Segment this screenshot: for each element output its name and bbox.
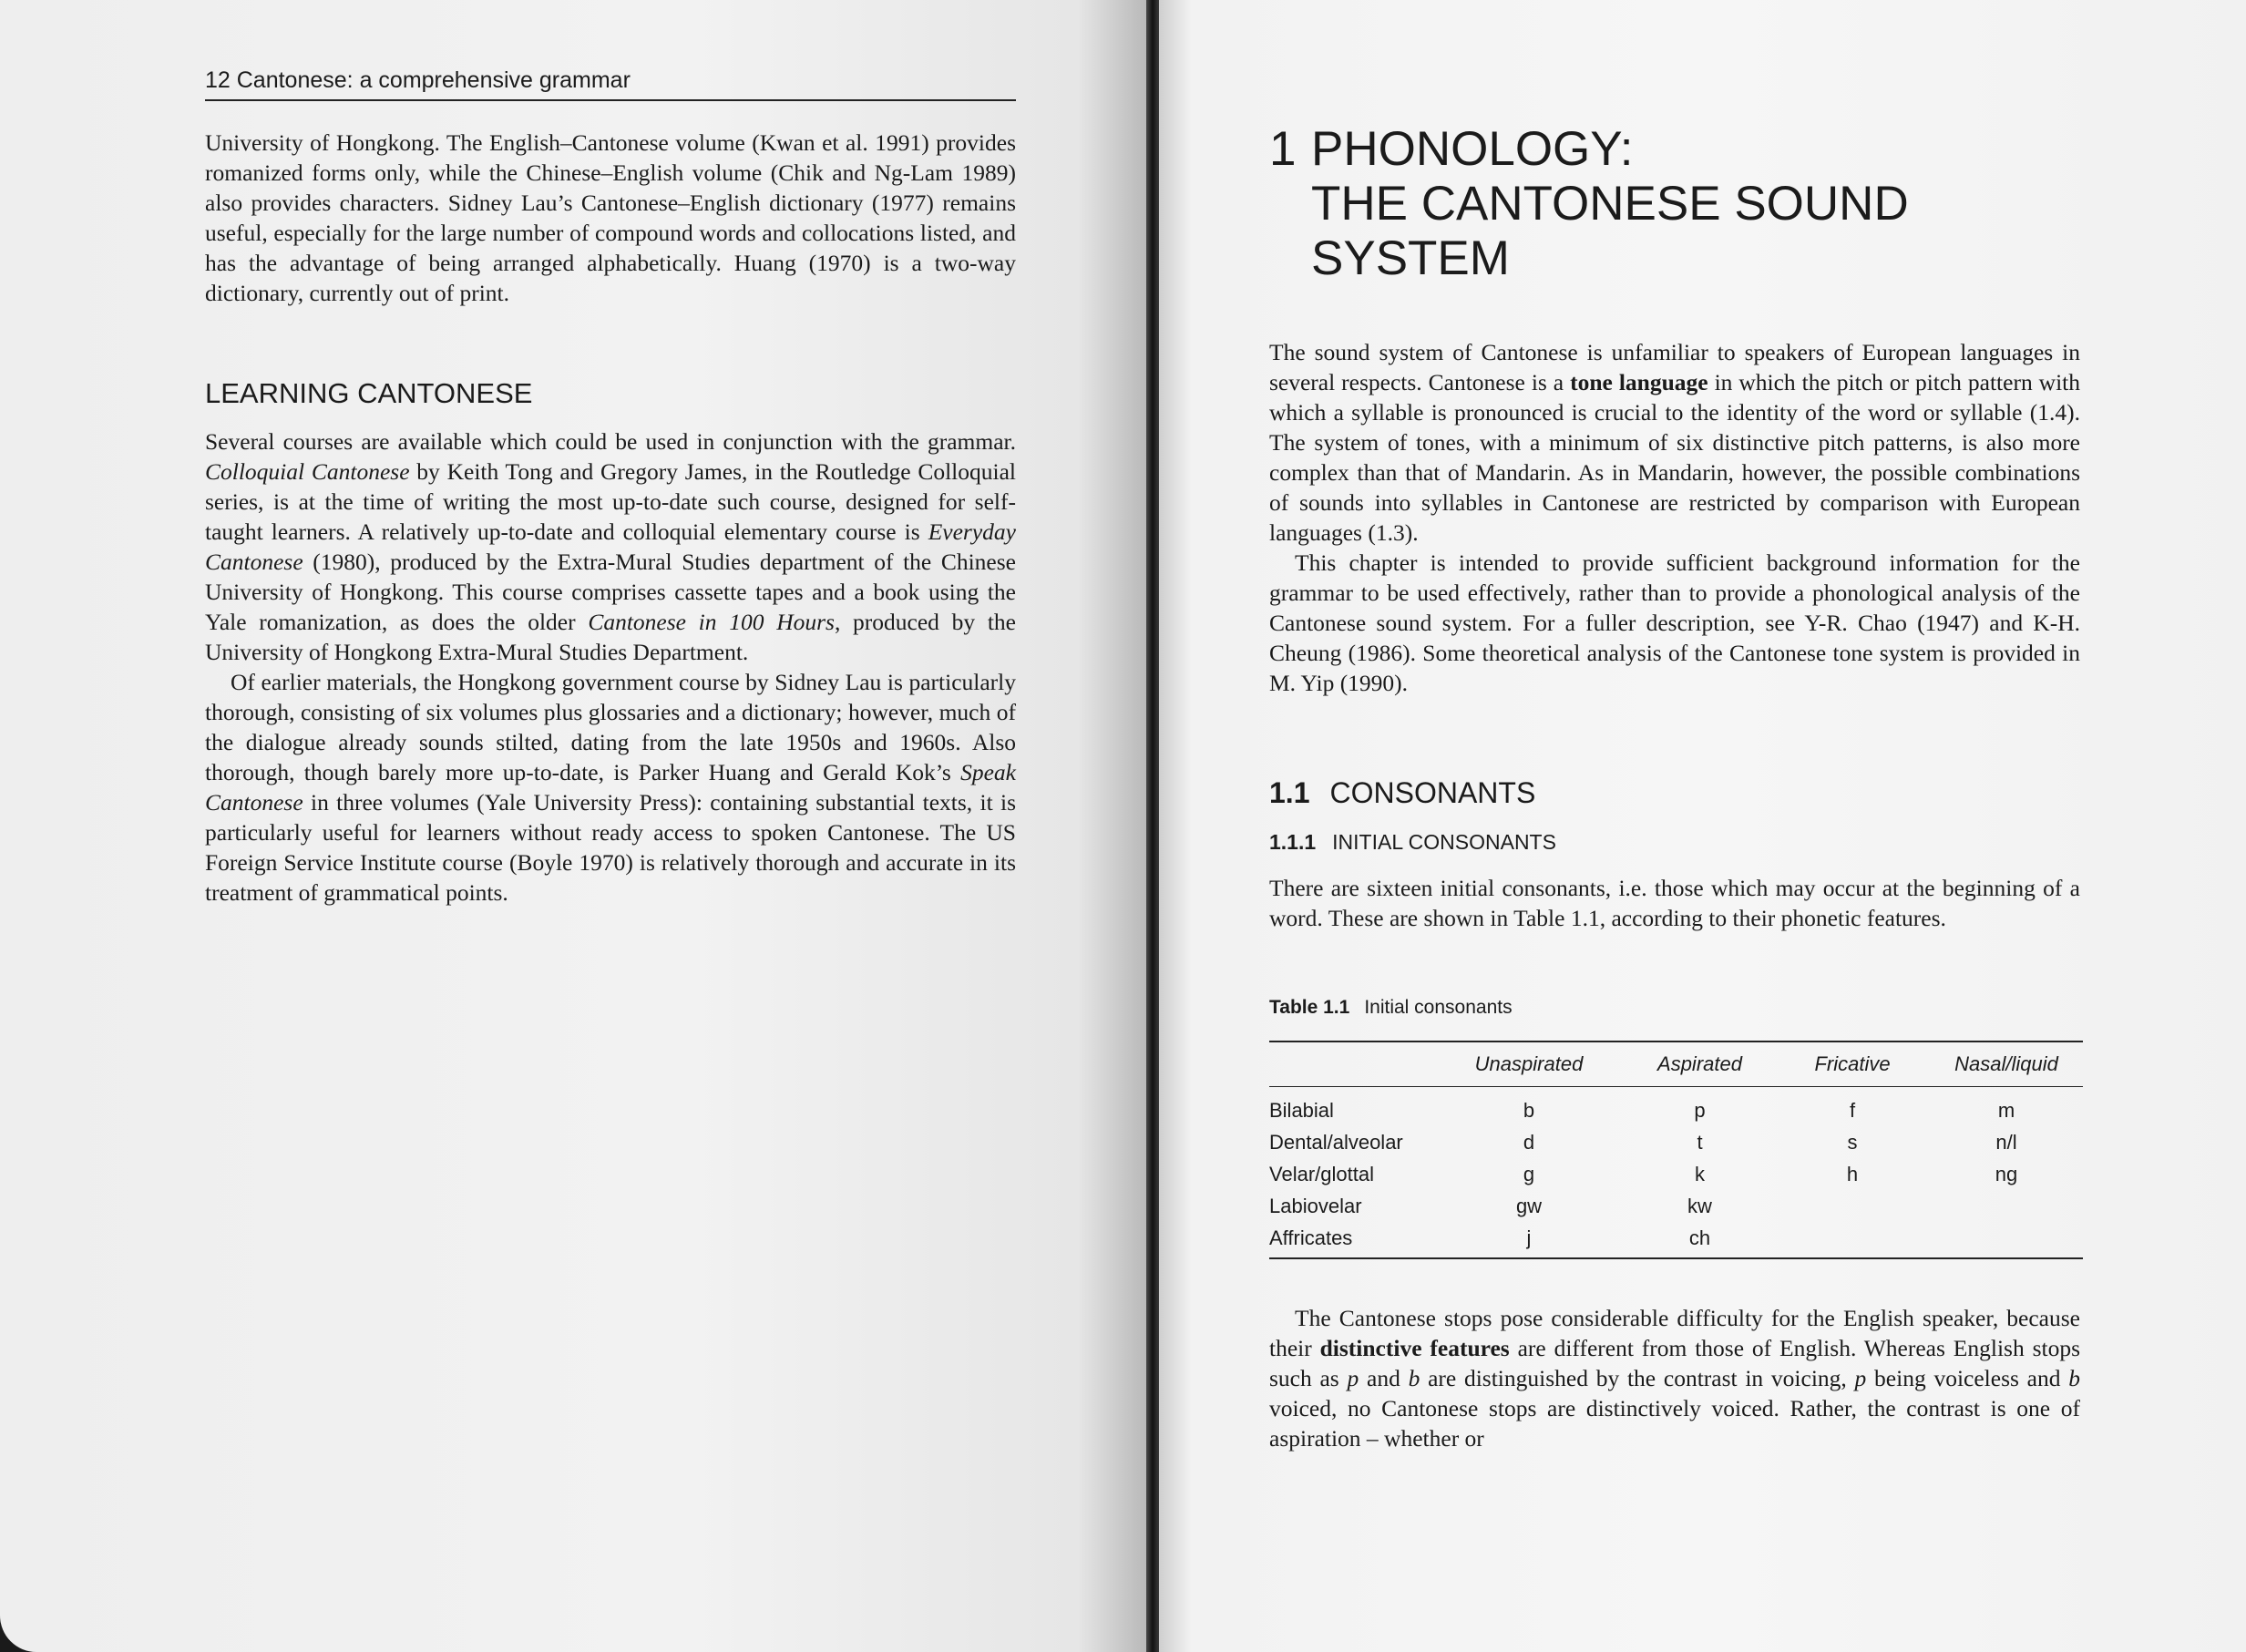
table-row bbox=[1269, 1087, 2083, 1127]
paragraph-text: There are sixteen initial consonants, i.e. those which may occur at the beginning of a word. These are shown in Table 1.1, according to their phonetic features. bbox=[1269, 875, 2080, 931]
table-row bbox=[1269, 1190, 2083, 1222]
table-row bbox=[1269, 1126, 2083, 1158]
book-title: Cantonese in 100 Hours bbox=[588, 609, 835, 635]
stops-paragraph bbox=[1269, 1303, 2080, 1453]
table-cell bbox=[1930, 1190, 2083, 1222]
book-title: Colloquial Cantonese bbox=[205, 458, 410, 485]
table-cell: kw bbox=[1687, 1194, 1712, 1217]
subsection-heading-initial-consonants bbox=[1269, 830, 1556, 855]
row-label: Velar/glottal bbox=[1269, 1162, 1374, 1185]
table-cell: j bbox=[1526, 1226, 1532, 1249]
section-title: CONSONANTS bbox=[1329, 776, 1536, 809]
table-cell: ch bbox=[1688, 1226, 1711, 1249]
table-cell: m bbox=[1997, 1098, 2015, 1122]
table-row bbox=[1269, 1158, 2083, 1190]
chapter-title bbox=[1269, 122, 2089, 286]
paragraph-earlier-materials: Of earlier materials, the Hongkong government course by Sidney Lau is particularly thorough, consisting of six volumes plus glossaries and a dictionary; however, much of the dialogue already sounds stilted, dating from the late 1950s and 1960s. Also thorough, though barely more up-to-date, is Parker Huang and Gerald Kok’s Speak Cantonese in three volumes (Yale University Press): containing substantial texts, it is particularly useful for learners without ready access to spoken Cantonese. The US Foreign Service Institute course (Boyle 1970) is relatively thorough and accurate in its treatment of grammatical points. bbox=[205, 669, 1016, 906]
table-cell: d bbox=[1523, 1130, 1535, 1154]
table-cell bbox=[1775, 1190, 1930, 1222]
initial-consonants-paragraph bbox=[1269, 873, 2080, 933]
table-header bbox=[1269, 1041, 1433, 1087]
left-paragraph-dictionaries bbox=[205, 128, 1016, 308]
paragraph-chapter-purpose: This chapter is intended to provide sufficient background information for the grammar to be used effectively, rather than to provide a phonological analysis of the Cantonese sound system. For a fuller description, see Y-R. Chao (1947) and K-H. Cheung (1986). Some theoretical analysis of the Cantonese tone system is provided in M. Yip (1990). bbox=[1269, 549, 2080, 696]
table-cell: f bbox=[1849, 1098, 1856, 1122]
running-head: 12 Cantonese: a comprehensive grammar bbox=[205, 67, 1016, 101]
subsection-title: INITIAL CONSONANTS bbox=[1332, 830, 1556, 854]
table-title: Initial consonants bbox=[1364, 997, 1513, 1018]
book-title: Speak Cantonese bbox=[205, 759, 1016, 816]
book-title: Everyday Cantonese bbox=[205, 518, 1016, 575]
table-cell: g bbox=[1523, 1162, 1535, 1185]
table-cell: n/l bbox=[1995, 1130, 2017, 1154]
subsection-number: 1.1.1 bbox=[1269, 830, 1317, 854]
initial-consonants-table bbox=[1269, 1041, 2083, 1259]
table-row bbox=[1269, 1222, 2083, 1258]
chapter-title-line-1: PHONOLOGY: bbox=[1311, 122, 1634, 176]
chapter-title-line-3: SYSTEM bbox=[1311, 231, 1510, 285]
row-label: Affricates bbox=[1269, 1226, 1353, 1249]
table-cell bbox=[1775, 1222, 1930, 1258]
table-header-row bbox=[1269, 1041, 2083, 1087]
table-header: Fricative bbox=[1775, 1041, 1930, 1087]
paragraph-text: University of Hongkong. The English–Cantonese volume (Kwan et al. 1991) provides romanized forms only, while the Chinese–English volume (Chik and Ng-Lam 1989) also provides characters. Sidney Lau’s Cantonese–English dictionary (1977) remains useful, especially for the large number of compound words and collocations listed, and has the advantage of being arranged alphabetically. Huang (1970) is a two-way dictionary, currently out of print. bbox=[205, 129, 1016, 306]
section-number: 1.1 bbox=[1269, 776, 1310, 809]
table-cell: p bbox=[1694, 1098, 1706, 1122]
table-header: Unaspirated bbox=[1433, 1041, 1625, 1087]
paragraph-sound-system: The sound system of Cantonese is unfamiliar to speakers of European languages in several respects. Cantonese is a tone language in which the pitch or pitch pattern with which a syllable is pronounced is crucial to the identity of the word or syllable (1.4). The system of tones, with a minimum of six distinctive pitch patterns, is also more complex than that of Mandarin. As in Mandarin, however, the possible combinations of sounds into syllables in Cantonese are restricted by comparison with European languages (1.3). bbox=[1269, 339, 2080, 546]
table-header: Nasal/liquid bbox=[1930, 1041, 2083, 1087]
table-cell: k bbox=[1695, 1162, 1705, 1185]
table-cell: b bbox=[1523, 1098, 1535, 1122]
table-cell: s bbox=[1847, 1130, 1858, 1154]
row-label: Bilabial bbox=[1269, 1098, 1334, 1122]
section-heading-learning-cantonese: LEARNING CANTONESE bbox=[205, 377, 533, 409]
table-cell: gw bbox=[1515, 1194, 1543, 1217]
key-term: distinctive features bbox=[1319, 1335, 1510, 1361]
book-spine bbox=[1146, 0, 1159, 1652]
table-cell: h bbox=[1846, 1162, 1859, 1185]
chapter-title-line-2: THE CANTONESE SOUND bbox=[1311, 177, 1909, 231]
table-caption bbox=[1269, 997, 1513, 1019]
right-intro-paragraphs bbox=[1269, 337, 2080, 698]
paragraph-courses: Several courses are available which could be used in conjunction with the grammar. Colloquial Cantonese by Keith Tong and Gregory James, in the Routledge Colloquial series, is at the time of writing the most up-to-date such course, designed for self-taught learners. A relatively up-to-date and colloquial elementary course is Everyday Cantonese (1980), produced by the Extra-Mural Studies department of the Chinese University of Hongkong. This course comprises cassette tapes and a book using the Yale romanization, as does the older Cantonese in 100 Hours, produced by the University of Hongkong Extra-Mural Studies Department. bbox=[205, 428, 1016, 665]
table-header: Aspirated bbox=[1625, 1041, 1775, 1087]
section-heading-consonants bbox=[1269, 776, 1535, 810]
row-label: Dental/alveolar bbox=[1269, 1130, 1403, 1154]
chapter-number: 1 bbox=[1269, 122, 1297, 176]
table-cell: t bbox=[1697, 1130, 1703, 1154]
table-cell bbox=[1930, 1222, 2083, 1258]
row-label: Labiovelar bbox=[1269, 1194, 1362, 1217]
paragraph-text: The Cantonese stops pose considerable difficulty for the English speaker, because their distinctive features are different from those of English. Whereas English stops such as p and b are distinguished by the contrast in voicing, p being voiceless and b voiced, no Cantonese stops are distinctively voiced. Rather, the contrast is one of aspiration – whether or bbox=[1269, 1305, 2081, 1452]
key-term: tone language bbox=[1570, 369, 1708, 395]
left-paragraphs-courses bbox=[205, 426, 1016, 908]
table-cell: ng bbox=[1995, 1162, 2018, 1185]
table-number: Table 1.1 bbox=[1269, 997, 1350, 1018]
